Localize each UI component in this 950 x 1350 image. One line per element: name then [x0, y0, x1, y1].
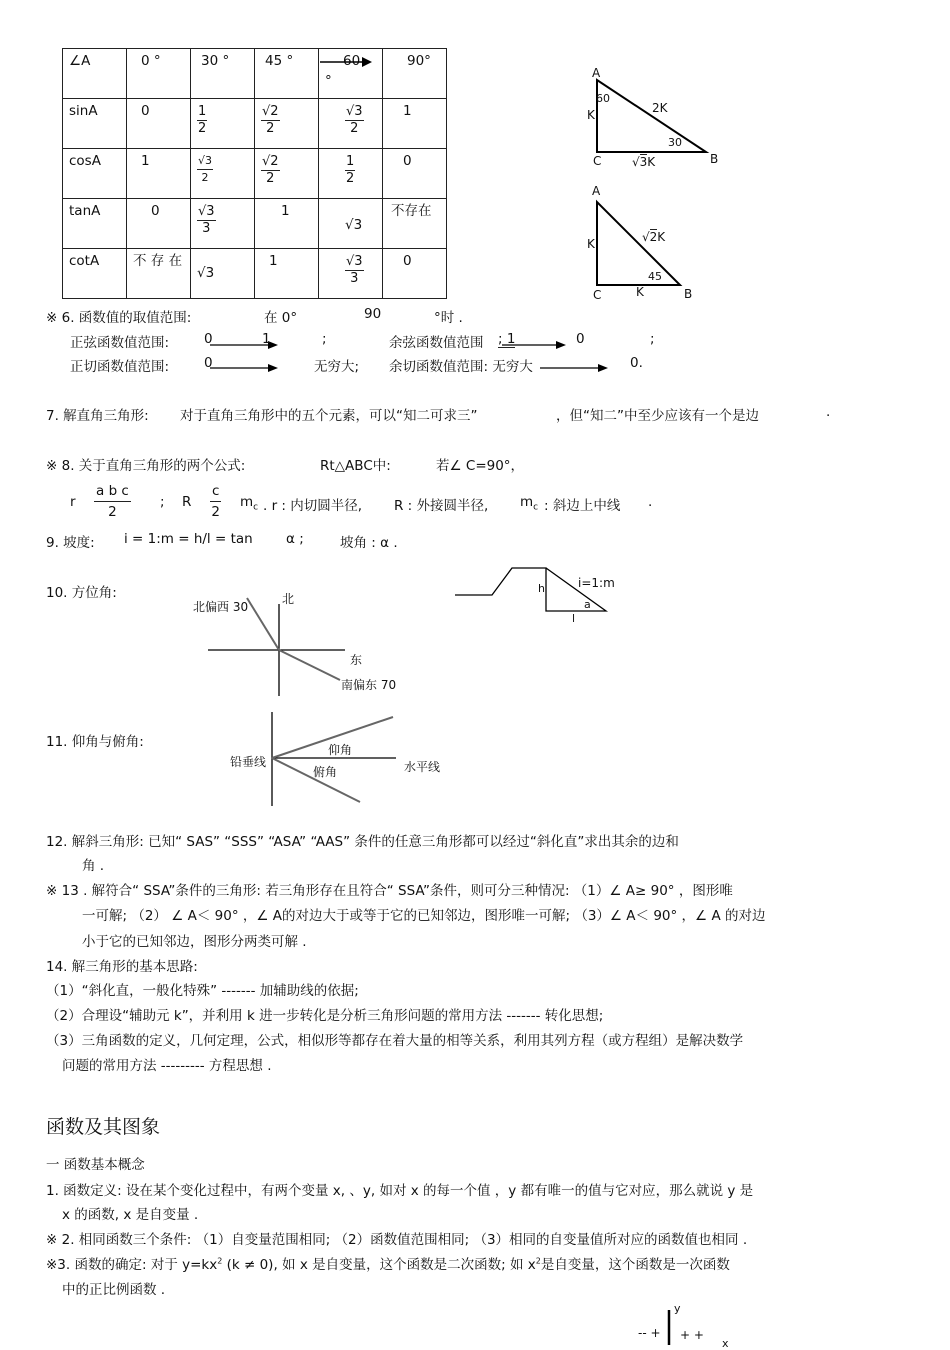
- semicolon: ;: [650, 331, 655, 347]
- horizontal-label: 水平线: [404, 760, 441, 774]
- depression-label: 俯角: [313, 765, 338, 779]
- fraction: $\frac{√3}{2}$: [346, 104, 363, 136]
- vertex-a-label: A: [592, 66, 601, 80]
- def1-line2: x 的函数, x 是自变量 .: [62, 1207, 199, 1223]
- plumb-line-label: 铅垂线: [230, 755, 267, 769]
- table-header-cell: 60 °: [319, 49, 383, 99]
- s6-title: ※ 6. 函数值的取值范围:: [46, 310, 192, 326]
- row-name: cotA: [63, 249, 127, 299]
- fraction: $\frac{√2}{2}$: [262, 104, 279, 136]
- side-ab-label: 2K: [652, 101, 668, 115]
- s12-line1: 12. 解斜三角形: 已知“ SAS” “SSS” “ASA” “AAS” 条件的任意三角形都可以经过“斜化直”求出其余的边和: [46, 834, 679, 850]
- vertex-b-label: B: [710, 152, 719, 166]
- R-desc: R : 外接圆半径,: [394, 498, 489, 514]
- tan-range-to: 无穷大;: [314, 359, 360, 375]
- s14-item3: （3）三角函数的定义，几何定理，公式，相似形等都存在着大量的相等关系，利用其列方程（或方程组）是解决数学: [46, 1033, 744, 1049]
- fraction: $\frac{√3}{2}$: [198, 154, 213, 184]
- s7-label: 7. 解直角三角形:: [46, 408, 149, 424]
- m-symbol: $m_c$: [520, 494, 539, 513]
- se-label: 南偏东 70: [341, 678, 397, 692]
- vertex-b-label: B: [684, 287, 693, 301]
- fraction: $\frac{√2}{2}$: [262, 154, 279, 186]
- side-cb-label: √3K: [632, 155, 656, 169]
- sin-range-to: 1: [262, 331, 271, 347]
- table-cell: 1: [255, 249, 319, 299]
- fraction: $\frac{1}{2}$: [198, 104, 207, 136]
- side-ab-label: √2K: [642, 230, 666, 244]
- s6-cond-end: °时 .: [434, 310, 463, 326]
- y-axis-label: y: [674, 1302, 681, 1315]
- table-header-cell: 30 °: [191, 49, 255, 99]
- table-cell: 1: [255, 199, 319, 249]
- s13-line1: ※ 13 . 解符合“ SSA”条件的三角形: 若三角形存在且符合“ SSA”条件，则可分三种情况: （1）∠ A≥ 90° ，图形唯: [46, 883, 733, 899]
- semicolon: ;: [322, 331, 327, 347]
- length-label: l: [572, 612, 576, 625]
- semicolon: ;: [160, 494, 165, 510]
- row-name: sinA: [63, 99, 127, 149]
- slope-angle: 坡角 : α .: [340, 535, 398, 551]
- s8-end: .: [648, 494, 653, 510]
- fraction: $\frac{1}{2}$: [346, 154, 355, 186]
- table-cell: 1: [383, 99, 447, 149]
- s12-line2: 角 .: [82, 858, 105, 874]
- tan-range-label: 正切函数值范围:: [70, 359, 170, 375]
- cos-range-label: 余弦函数值范围: [389, 335, 484, 351]
- slope-ratio-label: i=1:m: [578, 576, 615, 590]
- cot-range-label: 余切函数值范围: 无穷大: [389, 359, 533, 375]
- fraction: $\frac{√3}{3}$: [198, 204, 215, 236]
- s13-line2: 一可解; （2） ∠ A＜ 90° ，∠ A的对边大于或等于它的已知邻边，图形唯一可解; （3）∠ A＜ 90° ，∠ A 的对边: [82, 908, 766, 924]
- tan-range-from: 0: [204, 355, 213, 371]
- row-name: tanA: [63, 199, 127, 249]
- table-cell: 1: [127, 149, 191, 199]
- sin-range-from: 0: [204, 331, 213, 347]
- table-header-cell: 90°: [383, 49, 447, 99]
- angle-a-label: 60: [596, 92, 610, 105]
- r-desc: . r : 内切圆半径,: [263, 498, 363, 514]
- cot-range-to: 0.: [630, 355, 643, 371]
- m-desc: : 斜边上中线: [544, 498, 621, 514]
- vertex-a-label: A: [592, 184, 601, 198]
- table-cell: 不存在: [383, 199, 447, 249]
- r-symbol: r: [70, 494, 76, 510]
- table-cell: √3: [319, 199, 383, 249]
- quadrant-2-signs: -- +: [638, 1326, 661, 1340]
- def3-line2: 中的正比例函数 .: [62, 1282, 166, 1298]
- angle-b-label: 30: [668, 136, 682, 149]
- s9-label: 9. 坡度:: [46, 535, 95, 551]
- side-cb-label: K: [636, 285, 644, 299]
- table-cell: √3: [191, 249, 255, 299]
- def2: ※ 2. 相同函数三个条件: （1）自变量范围相同; （2）函数值范围相同; （3）相同的自变量值所对应的函数值也相同 .: [46, 1232, 748, 1248]
- nw-label: 北偏西 30: [193, 600, 249, 614]
- elevation-label: 仰角: [328, 743, 353, 757]
- subsection-heading: 一 函数基本概念: [46, 1157, 145, 1173]
- s10-label: 10. 方位角:: [46, 585, 117, 601]
- m-symbol: $m_c$: [240, 494, 259, 513]
- side-ac-label: K: [587, 108, 595, 122]
- s6-cond: 在 0°: [264, 310, 298, 326]
- quadrant-1-signs: + +: [680, 1328, 704, 1342]
- angle-label: a: [584, 598, 591, 611]
- height-label: h: [538, 582, 545, 595]
- triangle-45: [597, 202, 680, 285]
- table-header-cell: 45 °: [255, 49, 319, 99]
- s11-label: 11. 仰角与俯角:: [46, 734, 144, 750]
- s7-end: .: [826, 404, 831, 420]
- R-symbol: R: [182, 494, 192, 510]
- s14-title: 14. 解三角形的基本思路:: [46, 959, 198, 975]
- triangle-30-60: [597, 80, 706, 152]
- row-name: cosA: [63, 149, 127, 199]
- table-cell: 0: [383, 149, 447, 199]
- x-axis-label: x: [722, 1337, 729, 1350]
- s14-item3-cont: 问题的常用方法 --------- 方程思想 .: [62, 1058, 272, 1074]
- s14-item2: （2）合理设“辅助元 k”，并利用 k 进一步转化是分析三角形问题的常用方法 ------- 转化思想;: [46, 1008, 604, 1024]
- table-cell: 0: [127, 99, 191, 149]
- alpha: α ;: [286, 531, 304, 547]
- s8-condition: 若∠ C=90°，: [436, 458, 525, 474]
- cos-range-from: ; 1: [498, 331, 516, 347]
- table-cell: 0: [383, 249, 447, 299]
- table-header-cell: ∠A: [63, 49, 127, 99]
- table-cell: 不 存 在: [127, 249, 191, 299]
- s8-title: ※ 8. 关于直角三角形的两个公式:: [46, 458, 246, 474]
- angle-b-label: 45: [648, 270, 662, 283]
- s14-item1: （1）“斜化直，一般化特殊” ------- 加辅助线的依据;: [46, 983, 359, 999]
- s13-line3: 小于它的已知邻边，图形分两类可解 .: [82, 934, 307, 950]
- s7-text1: 对于直角三角形中的五个元素，可以“知二可求三”: [180, 408, 478, 424]
- r-formula-fraction: a b c 2: [96, 483, 129, 520]
- sin-range-label: 正弦函数值范围:: [70, 335, 170, 351]
- slope-formula: i = 1:m = h/l = tan: [124, 531, 253, 547]
- s7-text2: ，但“知二”中至少应该有一个是边: [556, 408, 759, 424]
- north-label: 北: [282, 592, 295, 606]
- vertex-c-label: C: [593, 154, 602, 168]
- side-ac-label: K: [587, 237, 595, 251]
- def3-line1: ※3. 函数的确定: 对于 $y=kx^2$ (k ≠ 0), 如 x 是自变量，这个函数是二次函数; 如 $x^2$是自变量，这个函数是一次函数: [46, 1256, 730, 1273]
- vertex-c-label: C: [593, 288, 602, 302]
- section-heading: 函数及其图象: [46, 1116, 161, 1138]
- east-label: 东: [350, 653, 363, 667]
- def1-line1: 1. 函数定义: 设在某个变化过程中，有两个变量 x, 、y, 如对 x 的每一个值 ，y 都有唯一的值与它对应，那么就说 y 是: [46, 1183, 754, 1199]
- table-cell: 0: [127, 199, 191, 249]
- table-header-cell: 0 °: [127, 49, 191, 99]
- fraction: $\frac{√3}{3}$: [346, 254, 363, 286]
- s6-cond-90: 90: [364, 306, 382, 322]
- cos-range-to: 0: [576, 331, 585, 347]
- s8-triangle: Rt△ABC中:: [320, 458, 391, 474]
- R-formula-fraction: c 2: [211, 483, 221, 520]
